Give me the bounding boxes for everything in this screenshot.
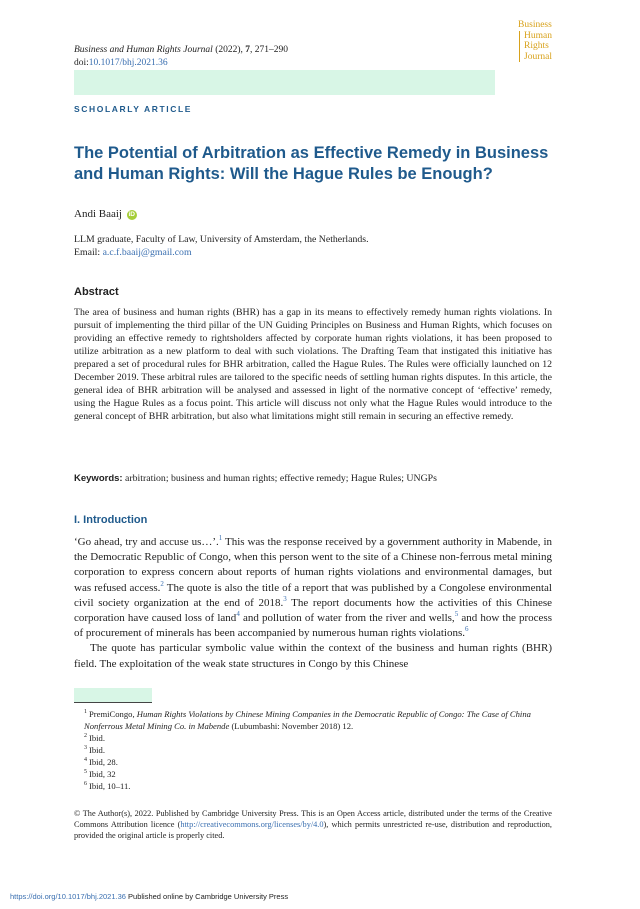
journal-name: Business and Human Rights Journal <box>74 45 213 55</box>
footnote-num: 4 <box>84 757 87 763</box>
logo-line-2: Human <box>519 31 552 42</box>
published-online: Published online by Cambridge University Press <box>125 892 289 901</box>
license-notice <box>74 808 552 841</box>
orcid-icon[interactable]: iD <box>128 211 135 218</box>
article-title: The Potential of Arbitration as Effective Remedy in Business and Human Rights: Will the Hague Rules be Enough? <box>74 144 549 183</box>
p1-seg-a: ‘Go ahead, try and accuse us…’. <box>74 536 219 548</box>
footnote-ref-1[interactable]: 1 <box>218 534 223 542</box>
footnote-num: 5 <box>84 769 87 775</box>
footnote-text: Ibid. <box>89 745 105 755</box>
author-line <box>74 208 137 220</box>
abstract-heading: Abstract <box>74 286 119 298</box>
email-link[interactable]: a.c.f.baaij@gmail.com <box>102 247 192 258</box>
footnote-ref-5[interactable]: 5 <box>454 610 459 619</box>
journal-pages: , 271–290 <box>250 45 289 55</box>
footnote-ref-6[interactable]: 6 <box>465 625 469 634</box>
footnote-5 <box>74 768 552 780</box>
footnote-ref-3[interactable]: 3 <box>283 594 287 603</box>
affiliation-text: LLM graduate, Faculty of Law, University of Amsterdam, the Netherlands. <box>74 234 369 245</box>
footnote-text: Ibid, 28. <box>89 757 118 767</box>
abstract-text: The area of business and human rights (BHR) has a gap in its means to effectively remedy human rights violations. In pursuit of implementing the third pillar of the UN Guiding Principles on Business and Human Rights, which focuses on providing an effective remedy to rightsholders affected by corporate human rights violations, it has been proposed to utilize arbitration as a new platform to deal with such violations. The Drafting Team that instigated this initiative has prepared a set of procedural rules for BHR arbitration, called the Hague Rules. The Rules were officially launched on 12 December 2019. These arbitral rules are tailored to the specific needs of settling human rights disputes. In this article, the general idea of BHR arbitration will be analysed and assessed in light of the normative concept of ‘effective’ remedy, using the Hague Rules as a focus point. This article will discuss not only what the Hague Rules would introduce to the general concept of BHR arbitration, but also what limitations might still remain in securing an effective remedy. <box>74 307 552 422</box>
footnote-divider <box>74 702 152 703</box>
email-label: Email: <box>74 247 103 258</box>
footnotes <box>74 708 552 792</box>
p1-seg-b: This was the response received by a government authority in Mabende, in the Democratic Republic of Congo, when this person went to the site of a Chinese non-ferrous metal mining corporation to express concern about reports of human rights violations and environmental damages, but was refused access. <box>74 536 552 594</box>
doi-prefix: doi: <box>74 58 89 68</box>
footnote-text: Ibid, 32 <box>89 769 116 779</box>
bottom-doi-link[interactable]: https://doi.org/10.1017/bhj.2021.36 <box>10 892 126 901</box>
footnote-num: 6 <box>84 781 87 787</box>
footnote-text: Ibid. <box>89 733 105 743</box>
journal-year: (2022), <box>212 45 246 55</box>
logo-line-1: Business <box>518 20 552 30</box>
footnote-4 <box>74 756 552 768</box>
footnote-text: Ibid, 10–11. <box>89 781 131 791</box>
footnote-3 <box>74 744 552 756</box>
keywords-text: arbitration; business and human rights; effective remedy; Hague Rules; UNGPs <box>122 473 437 484</box>
p1-seg-e: and pollution of water from the river and wells, <box>239 612 455 625</box>
journal-volume: 7 <box>245 45 251 55</box>
intro-paragraph-2: The quote has particular symbolic value within the context of the business and human rights (BHR) field. The exploitation of the weak state structures in Congo by this Chinese <box>74 642 552 670</box>
journal-citation <box>74 44 288 70</box>
bottom-banner <box>10 892 288 901</box>
doi-link[interactable]: 10.1017/bhj.2021.36 <box>88 58 168 68</box>
footnote-ref-2[interactable]: 2 <box>160 579 164 588</box>
license-text: © The Author(s), 2022. Published by Cambridge University Press. This is an Open Access article, distributed under the terms of the Creative Commons Attribution licence ( <box>74 809 552 829</box>
footnote-6 <box>74 780 552 792</box>
journal-logo <box>518 20 552 62</box>
footnote-num: 2 <box>84 733 87 739</box>
highlight-bar <box>74 70 495 95</box>
section-label: SCHOLARLY ARTICLE <box>74 104 193 114</box>
p1-seg-c: The quote is also the title of a report that was published by a Congolese environmental civil society organization at the end of 2018. <box>74 581 552 609</box>
footnote-2 <box>74 732 552 744</box>
footnote-italic: Human Rights Violations by Chinese Mining Companies in the Democratic Republic of Congo: The Case of China Nonferrous Metal Mining Co. in Mabende <box>84 709 531 731</box>
p1-seg-d: The report documents how the activities of this Chinese corporation have caused loss of land <box>74 596 552 625</box>
footnote-1 <box>74 708 552 732</box>
keywords-label: Keywords: <box>74 473 123 484</box>
logo-line-4: Journal <box>519 52 552 63</box>
footnote-text-end: (Lubumbashi: November 2018) 12. <box>229 721 354 731</box>
intro-heading: I. Introduction <box>74 514 148 526</box>
footnote-ref-4[interactable]: 4 <box>236 610 240 619</box>
keywords <box>74 472 552 485</box>
intro-body <box>74 535 552 672</box>
license-text-end: ), which permits unrestricted re-use, distribution and reproduction, provided the original article is properly cited. <box>74 820 553 840</box>
logo-line-3: Rights <box>519 41 552 52</box>
footnote-num: 3 <box>84 745 87 751</box>
footnote-text: PremiCongo, <box>89 709 137 719</box>
footnote-num: 1 <box>84 709 87 715</box>
author-affiliation <box>74 233 369 259</box>
highlight-bar-2 <box>74 688 152 702</box>
p1-seg-f: and how the process of procurement of minerals has been accompanied by numerous human rights violations. <box>74 612 552 640</box>
author-name: Andi Baaij <box>74 208 122 220</box>
intro-paragraph-1 <box>74 535 552 641</box>
license-link[interactable]: http://creativecommons.org/licenses/by/4.0 <box>180 820 324 829</box>
